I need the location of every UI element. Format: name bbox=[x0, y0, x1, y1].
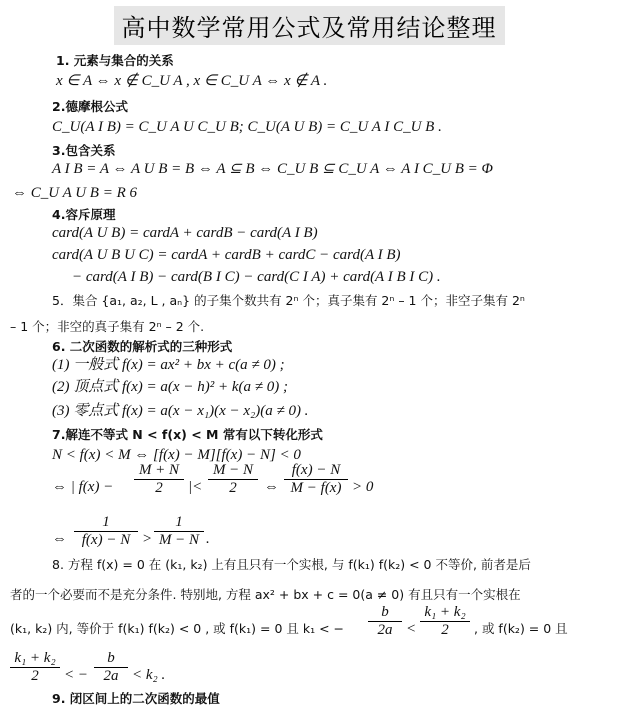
section-8-fraction-1 bbox=[368, 604, 402, 639]
section-8-line-1: 8. 方程 f(x) = 0 在 (k₁, k₂) 上有且只有一个实根, 与 f(k₁) f(k₂) < 0 不等价, 前者是后 bbox=[52, 557, 531, 572]
section-4-formula-3: − card(A I B) − card(B I C) − card(C I A) + card(A I B I C) . bbox=[72, 269, 441, 285]
fraction-denominator: 2 bbox=[441, 622, 449, 638]
fraction-denominator: f(x) − N bbox=[81, 532, 131, 548]
section-6-formula-3: (3) 零点式 f(x) = a(x − x₁)(x − x₂)(a ≠ 0) . bbox=[52, 403, 309, 419]
section-7-fraction-1 bbox=[134, 462, 184, 497]
section-8-line-2: 者的一个必要而不是充分条件. 特别地, 方程 ax² + bx + c = 0(a ≠ 0) 有且只有一个实根在 bbox=[10, 587, 521, 602]
section-7-formula-2b: |< bbox=[188, 479, 203, 495]
section-3-formula-1: A I B = A ⇔ A U B = B ⇔ A ⊆ B ⇔ C_U B ⊆ C_U A ⇔ A I C_U B = Φ bbox=[52, 161, 493, 177]
section-8-line-3c: , 或 f(k₂) = 0 且 bbox=[474, 621, 568, 636]
section-8-line-4a: < − bbox=[64, 667, 88, 683]
section-7-formula-2d: > 0 bbox=[352, 479, 374, 495]
section-4-formula-1: card(A U B) = cardA + cardB − card(A I B) bbox=[52, 225, 318, 241]
section-8-line-4b: < k₂ . bbox=[132, 667, 166, 683]
section-1-heading: 1. 元素与集合的关系 bbox=[56, 53, 174, 68]
section-3-formula-2: ⇔ C_U A U B = R 6 bbox=[12, 185, 137, 201]
fraction-numerator: k₁ + k₂ bbox=[10, 650, 60, 668]
section-8-fraction-4 bbox=[94, 650, 128, 685]
fraction-denominator: 2 bbox=[155, 480, 163, 496]
fraction-denominator: 2 bbox=[229, 480, 237, 496]
fraction-numerator: M − N bbox=[208, 462, 258, 480]
section-7-formula-3b: > bbox=[142, 531, 153, 547]
section-3-heading: 3.包含关系 bbox=[52, 143, 116, 158]
section-7-fraction-5 bbox=[154, 514, 204, 549]
section-7-formula-1: N < f(x) < M ⇔ [f(x) − M][f(x) − N] < 0 bbox=[52, 447, 301, 463]
section-7-formula-3a: ⇔ bbox=[52, 531, 67, 547]
section-2-formula: C_U(A I B) = C_U A U C_U B; C_U(A U B) = C_U A I C_U B . bbox=[52, 119, 442, 135]
section-5-line-2: – 1 个；非空的真子集有 2ⁿ – 2 个. bbox=[10, 319, 205, 334]
fraction-numerator: f(x) − N bbox=[284, 462, 348, 480]
fraction-numerator: 1 bbox=[74, 514, 138, 532]
section-8-line-3b: < bbox=[406, 621, 417, 637]
fraction-numerator: b bbox=[94, 650, 128, 668]
title-wrap bbox=[0, 6, 618, 45]
fraction-numerator: b bbox=[368, 604, 402, 622]
section-7-heading: 7.解连不等式 N < f(x) < M 常有以下转化形式 bbox=[52, 427, 323, 442]
fraction-numerator: k₁ + k₂ bbox=[420, 604, 470, 622]
section-8-line-3a: (k₁, k₂) 内, 等价于 f(k₁) f(k₂) < 0 , 或 f(k₁) = 0 且 k₁ < − bbox=[10, 621, 345, 636]
section-6-heading: 6. 二次函数的解析式的三种形式 bbox=[52, 339, 233, 354]
section-1-formula: x ∈ A ⇔ x ∉ C_U A , x ∈ C_U A ⇔ x ∉ A . bbox=[56, 73, 328, 89]
section-7-fraction-2 bbox=[208, 462, 258, 497]
section-4-heading: 4.容斥原理 bbox=[52, 207, 116, 222]
section-8-fraction-3 bbox=[10, 650, 60, 685]
fraction-denominator: M − f(x) bbox=[290, 480, 342, 496]
section-7-formula-3c: . bbox=[206, 531, 210, 547]
section-8-fraction-2 bbox=[420, 604, 470, 639]
fraction-numerator: 1 bbox=[154, 514, 204, 532]
section-7-formula-2a: ⇔ | f(x) − bbox=[52, 479, 114, 495]
section-6-formula-2: (2) 顶点式 f(x) = a(x − h)² + k(a ≠ 0) ; bbox=[52, 379, 288, 395]
fraction-denominator: M − N bbox=[158, 532, 200, 548]
section-7-formula-2c: ⇔ bbox=[264, 479, 279, 495]
section-2-heading: 2.德摩根公式 bbox=[52, 99, 128, 114]
fraction-denominator: 2a bbox=[103, 668, 119, 684]
page-title: 高中数学常用公式及常用结论整理 bbox=[114, 6, 505, 45]
section-9-heading: 9. 闭区间上的二次函数的最值 bbox=[52, 691, 220, 706]
section-7-fraction-3 bbox=[284, 462, 348, 497]
fraction-denominator: 2a bbox=[377, 622, 393, 638]
fraction-denominator: 2 bbox=[31, 668, 39, 684]
fraction-numerator: M + N bbox=[134, 462, 184, 480]
section-4-formula-2: card(A U B U C) = cardA + cardB + cardC − card(A I B) bbox=[52, 247, 401, 263]
section-5-line-1: 5．集合 {a₁, a₂, L , aₙ} 的子集个数共有 2ⁿ 个；真子集有 2ⁿ – 1 个；非空子集有 2ⁿ bbox=[52, 293, 525, 308]
section-7-fraction-4 bbox=[74, 514, 138, 549]
section-6-formula-1: (1) 一般式 f(x) = ax² + bx + c(a ≠ 0) ; bbox=[52, 357, 285, 373]
